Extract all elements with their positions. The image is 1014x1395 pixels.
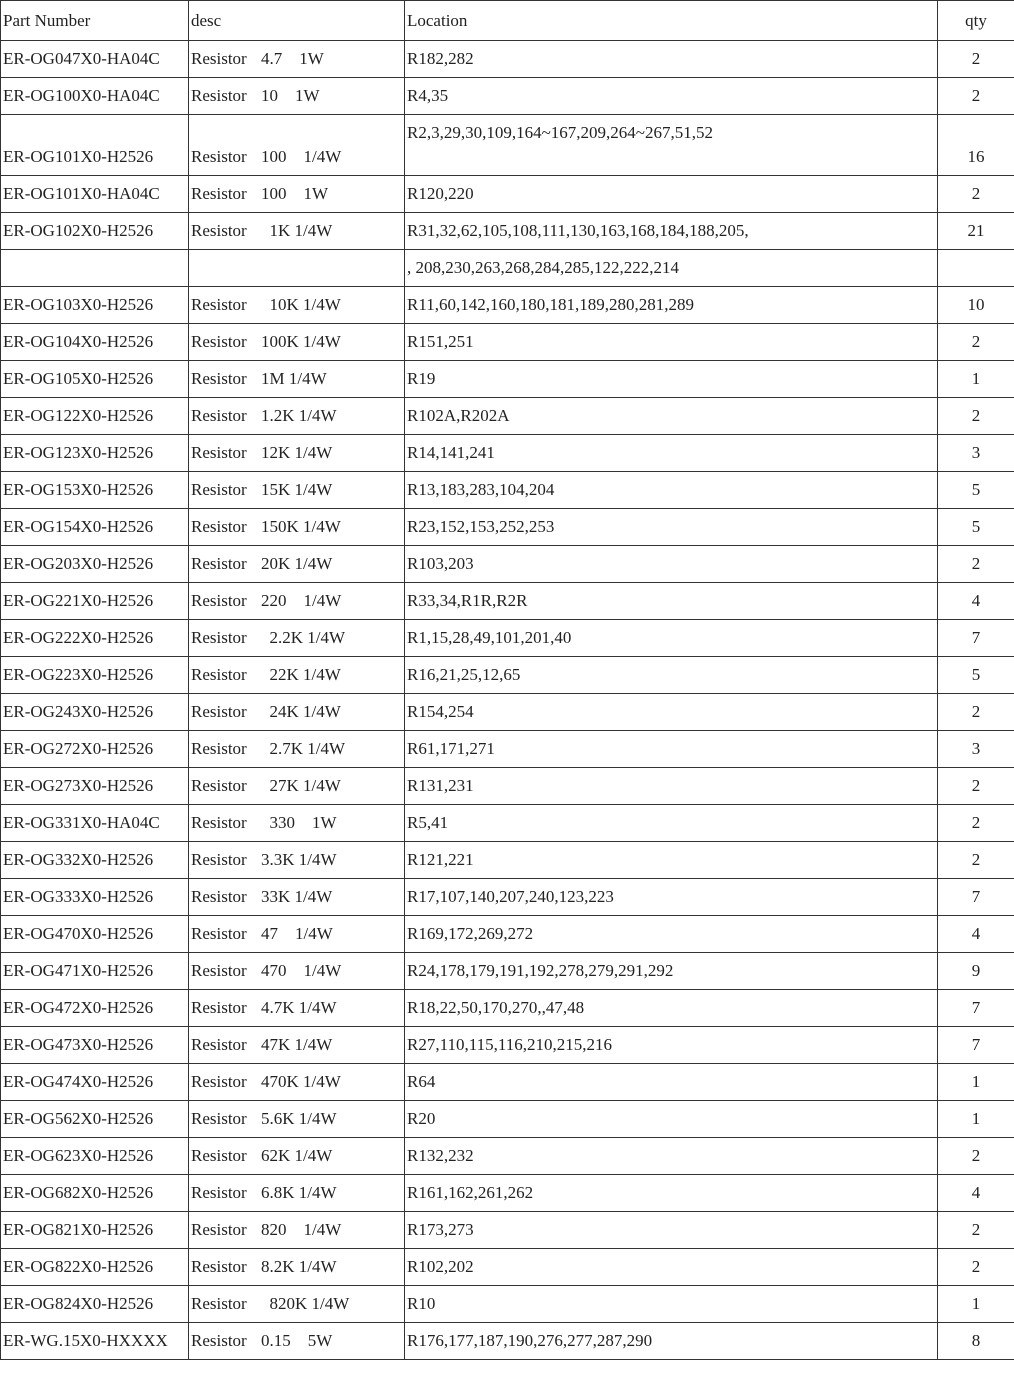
component-value: 150K 1/4W	[261, 517, 341, 536]
component-value: 2.7K 1/4W	[261, 739, 346, 758]
table-row	[1, 1027, 1014, 1064]
qty-cell: 2	[938, 41, 1014, 78]
qty-cell: 3	[938, 435, 1014, 472]
part-number-cell: ER-OG154X0-H2526	[1, 509, 189, 546]
component-type: Resistor	[191, 221, 247, 240]
component-type: Resistor	[191, 1109, 247, 1128]
component-type: Resistor	[191, 147, 247, 166]
component-type: Resistor	[191, 480, 247, 499]
location-cell: R64	[405, 1064, 938, 1101]
desc-cell	[189, 509, 405, 546]
qty-cell: 2	[938, 324, 1014, 361]
location-cell: R17,107,140,207,240,123,223	[405, 879, 938, 916]
component-type: Resistor	[191, 1146, 247, 1165]
table-row	[1, 620, 1014, 657]
part-number-cell: ER-OG470X0-H2526	[1, 916, 189, 953]
location-cell: R103,203	[405, 546, 938, 583]
component-value: 4.7K 1/4W	[261, 998, 337, 1017]
component-type: Resistor	[191, 813, 247, 832]
component-type: Resistor	[191, 1072, 247, 1091]
component-type: Resistor	[191, 998, 247, 1017]
desc-cell	[189, 115, 405, 176]
location-cell: R23,152,153,252,253	[405, 509, 938, 546]
part-number-cell: ER-OG822X0-H2526	[1, 1249, 189, 1286]
qty-cell: 3	[938, 731, 1014, 768]
component-value: 100K 1/4W	[261, 332, 341, 351]
part-number-cell: ER-OG623X0-H2526	[1, 1138, 189, 1175]
component-type: Resistor	[191, 887, 247, 906]
component-type: Resistor	[191, 295, 247, 314]
desc-cell	[189, 287, 405, 324]
qty-cell: 7	[938, 620, 1014, 657]
desc-cell	[189, 546, 405, 583]
desc-cell	[189, 879, 405, 916]
component-value: 2.2K 1/4W	[261, 628, 346, 647]
table-row	[1, 1212, 1014, 1249]
table-row	[1, 694, 1014, 731]
part-number-cell: ER-WG.15X0-HXXXX	[1, 1323, 189, 1360]
desc-cell	[189, 213, 405, 250]
component-value: 820 1/4W	[261, 1220, 342, 1239]
desc-cell	[189, 1286, 405, 1323]
component-type: Resistor	[191, 924, 247, 943]
component-type: Resistor	[191, 1257, 247, 1276]
location-cell: R10	[405, 1286, 938, 1323]
desc-cell	[189, 916, 405, 953]
desc-cell	[189, 324, 405, 361]
component-value: 3.3K 1/4W	[261, 850, 337, 869]
component-value: 20K 1/4W	[261, 554, 333, 573]
component-type: Resistor	[191, 49, 247, 68]
part-number-cell: ER-OG102X0-H2526	[1, 213, 189, 250]
location-cell: R16,21,25,12,65	[405, 657, 938, 694]
component-value: 470K 1/4W	[261, 1072, 341, 1091]
table-row	[1, 41, 1014, 78]
part-number-cell: ER-OG471X0-H2526	[1, 953, 189, 990]
table-row	[1, 1175, 1014, 1212]
desc-cell	[189, 398, 405, 435]
bom-body	[1, 41, 1014, 1360]
table-row	[1, 250, 1014, 287]
component-value: 5.6K 1/4W	[261, 1109, 337, 1128]
location-cell: R161,162,261,262	[405, 1175, 938, 1212]
header-qty: qty	[938, 1, 1014, 41]
table-row	[1, 1286, 1014, 1323]
part-number-cell: ER-OG122X0-H2526	[1, 398, 189, 435]
location-cell: R24,178,179,191,192,278,279,291,292	[405, 953, 938, 990]
qty-cell: 9	[938, 953, 1014, 990]
table-row	[1, 990, 1014, 1027]
component-type: Resistor	[191, 739, 247, 758]
desc-cell	[189, 805, 405, 842]
location-cell: R176,177,187,190,276,277,287,290	[405, 1323, 938, 1360]
component-type: Resistor	[191, 443, 247, 462]
component-value: 15K 1/4W	[261, 480, 333, 499]
part-number-cell: ER-OG562X0-H2526	[1, 1101, 189, 1138]
qty-cell: 16	[938, 115, 1014, 176]
location-cell: R18,22,50,170,270,,47,48	[405, 990, 938, 1027]
desc-cell	[189, 953, 405, 990]
component-type: Resistor	[191, 776, 247, 795]
qty-cell: 21	[938, 213, 1014, 250]
qty-cell: 1	[938, 1064, 1014, 1101]
location-cell: , 208,230,263,268,284,285,122,222,214	[405, 250, 938, 287]
component-type: Resistor	[191, 86, 247, 105]
qty-cell: 4	[938, 1175, 1014, 1212]
component-value: 22K 1/4W	[261, 665, 341, 684]
desc-cell	[189, 1323, 405, 1360]
table-row	[1, 657, 1014, 694]
desc-cell	[189, 41, 405, 78]
table-row	[1, 916, 1014, 953]
table-row	[1, 768, 1014, 805]
header-part-number: Part Number	[1, 1, 189, 41]
component-value: 1K 1/4W	[261, 221, 333, 240]
part-number-cell: ER-OG243X0-H2526	[1, 694, 189, 731]
location-cell: R5,41	[405, 805, 938, 842]
location-cell: R102A,R202A	[405, 398, 938, 435]
component-type: Resistor	[191, 1035, 247, 1054]
part-number-cell: ER-OG101X0-H2526	[1, 115, 189, 176]
desc-cell	[189, 250, 405, 287]
qty-cell: 10	[938, 287, 1014, 324]
desc-cell	[189, 583, 405, 620]
component-type: Resistor	[191, 850, 247, 869]
component-value: 47K 1/4W	[261, 1035, 333, 1054]
component-type: Resistor	[191, 1294, 247, 1313]
component-value: 100 1W	[261, 184, 329, 203]
table-row	[1, 1138, 1014, 1175]
part-number-cell: ER-OG272X0-H2526	[1, 731, 189, 768]
component-type: Resistor	[191, 554, 247, 573]
table-row	[1, 398, 1014, 435]
component-type: Resistor	[191, 1220, 247, 1239]
table-row	[1, 1101, 1014, 1138]
component-value: 10K 1/4W	[261, 295, 341, 314]
part-number-cell: ER-OG821X0-H2526	[1, 1212, 189, 1249]
part-number-cell: ER-OG824X0-H2526	[1, 1286, 189, 1323]
desc-cell	[189, 990, 405, 1027]
part-number-cell: ER-OG332X0-H2526	[1, 842, 189, 879]
qty-cell: 2	[938, 546, 1014, 583]
table-row	[1, 361, 1014, 398]
qty-cell: 1	[938, 361, 1014, 398]
component-type: Resistor	[191, 369, 247, 388]
qty-cell: 1	[938, 1101, 1014, 1138]
desc-cell	[189, 842, 405, 879]
table-row	[1, 115, 1014, 176]
desc-cell	[189, 731, 405, 768]
part-number-cell: ER-OG273X0-H2526	[1, 768, 189, 805]
component-type: Resistor	[191, 702, 247, 721]
part-number-cell: ER-OG104X0-H2526	[1, 324, 189, 361]
component-value: 62K 1/4W	[261, 1146, 333, 1165]
header-desc: desc	[189, 1, 405, 41]
qty-cell: 2	[938, 842, 1014, 879]
desc-cell	[189, 361, 405, 398]
component-value: 47 1/4W	[261, 924, 333, 943]
part-number-cell: ER-OG472X0-H2526	[1, 990, 189, 1027]
header-row	[1, 1, 1014, 41]
part-number-cell: ER-OG103X0-H2526	[1, 287, 189, 324]
location-cell: R182,282	[405, 41, 938, 78]
location-cell: R27,110,115,116,210,215,216	[405, 1027, 938, 1064]
component-value: 6.8K 1/4W	[261, 1183, 337, 1202]
location-cell: R2,3,29,30,109,164~167,209,264~267,51,52	[405, 115, 938, 176]
part-number-cell: ER-OG222X0-H2526	[1, 620, 189, 657]
location-cell: R121,221	[405, 842, 938, 879]
desc-cell	[189, 768, 405, 805]
location-cell: R132,232	[405, 1138, 938, 1175]
desc-cell	[189, 1249, 405, 1286]
location-cell: R173,273	[405, 1212, 938, 1249]
location-cell: R14,141,241	[405, 435, 938, 472]
component-type: Resistor	[191, 961, 247, 980]
desc-cell	[189, 1027, 405, 1064]
desc-cell	[189, 620, 405, 657]
component-type: Resistor	[191, 184, 247, 203]
qty-cell: 2	[938, 398, 1014, 435]
qty-cell: 5	[938, 509, 1014, 546]
part-number-cell: ER-OG203X0-H2526	[1, 546, 189, 583]
location-cell: R20	[405, 1101, 938, 1138]
qty-cell: 5	[938, 472, 1014, 509]
component-value: 820K 1/4W	[261, 1294, 350, 1313]
location-cell: R13,183,283,104,204	[405, 472, 938, 509]
qty-cell: 7	[938, 1027, 1014, 1064]
component-value: 33K 1/4W	[261, 887, 333, 906]
location-cell: R169,172,269,272	[405, 916, 938, 953]
qty-cell: 2	[938, 1138, 1014, 1175]
qty-cell: 2	[938, 694, 1014, 731]
location-cell: R151,251	[405, 324, 938, 361]
part-number-cell: ER-OG221X0-H2526	[1, 583, 189, 620]
component-value: 4.7 1W	[261, 49, 324, 68]
table-row	[1, 731, 1014, 768]
qty-cell: 2	[938, 176, 1014, 213]
location-cell: R31,32,62,105,108,111,130,163,168,184,188,205,	[405, 213, 938, 250]
qty-cell	[938, 250, 1014, 287]
qty-cell: 2	[938, 1249, 1014, 1286]
part-number-cell	[1, 250, 189, 287]
table-row	[1, 1323, 1014, 1360]
part-number-cell: ER-OG474X0-H2526	[1, 1064, 189, 1101]
component-value: 470 1/4W	[261, 961, 342, 980]
part-number-cell: ER-OG333X0-H2526	[1, 879, 189, 916]
desc-cell	[189, 1212, 405, 1249]
location-cell: R154,254	[405, 694, 938, 731]
header-location: Location	[405, 1, 938, 41]
location-cell: R131,231	[405, 768, 938, 805]
part-number-cell: ER-OG473X0-H2526	[1, 1027, 189, 1064]
table-row	[1, 805, 1014, 842]
component-value: 330 1W	[261, 813, 337, 832]
component-type: Resistor	[191, 332, 247, 351]
qty-cell: 4	[938, 583, 1014, 620]
table-row	[1, 472, 1014, 509]
component-value: 100 1/4W	[261, 147, 342, 166]
component-value: 24K 1/4W	[261, 702, 341, 721]
location-cell: R120,220	[405, 176, 938, 213]
component-value: 8.2K 1/4W	[261, 1257, 337, 1276]
qty-cell: 8	[938, 1323, 1014, 1360]
component-value: 0.15 5W	[261, 1331, 333, 1350]
desc-cell	[189, 78, 405, 115]
part-number-cell: ER-OG105X0-H2526	[1, 361, 189, 398]
table-row	[1, 78, 1014, 115]
location-cell: R61,171,271	[405, 731, 938, 768]
qty-cell: 7	[938, 879, 1014, 916]
location-cell: R102,202	[405, 1249, 938, 1286]
desc-cell	[189, 472, 405, 509]
component-type: Resistor	[191, 1331, 247, 1350]
part-number-cell: ER-OG331X0-HA04C	[1, 805, 189, 842]
table-row	[1, 213, 1014, 250]
qty-cell: 7	[938, 990, 1014, 1027]
qty-cell: 4	[938, 916, 1014, 953]
qty-cell: 2	[938, 805, 1014, 842]
component-value: 12K 1/4W	[261, 443, 333, 462]
qty-cell: 5	[938, 657, 1014, 694]
component-type: Resistor	[191, 517, 247, 536]
component-type: Resistor	[191, 1183, 247, 1202]
desc-cell	[189, 694, 405, 731]
table-row	[1, 509, 1014, 546]
component-value: 1.2K 1/4W	[261, 406, 337, 425]
component-type: Resistor	[191, 406, 247, 425]
desc-cell	[189, 1064, 405, 1101]
part-number-cell: ER-OG682X0-H2526	[1, 1175, 189, 1212]
table-row	[1, 176, 1014, 213]
desc-cell	[189, 176, 405, 213]
qty-cell: 1	[938, 1286, 1014, 1323]
table-row	[1, 1249, 1014, 1286]
table-row	[1, 583, 1014, 620]
component-value: 1M 1/4W	[261, 369, 327, 388]
part-number-cell: ER-OG153X0-H2526	[1, 472, 189, 509]
part-number-cell: ER-OG223X0-H2526	[1, 657, 189, 694]
location-cell: R1,15,28,49,101,201,40	[405, 620, 938, 657]
component-type: Resistor	[191, 665, 247, 684]
desc-cell	[189, 1138, 405, 1175]
part-number-cell: ER-OG047X0-HA04C	[1, 41, 189, 78]
table-row	[1, 435, 1014, 472]
desc-cell	[189, 1101, 405, 1138]
component-value: 27K 1/4W	[261, 776, 341, 795]
location-cell: R11,60,142,160,180,181,189,280,281,289	[405, 287, 938, 324]
table-row	[1, 879, 1014, 916]
location-cell: R4,35	[405, 78, 938, 115]
desc-cell	[189, 1175, 405, 1212]
component-value: 220 1/4W	[261, 591, 342, 610]
component-type: Resistor	[191, 628, 247, 647]
table-row	[1, 842, 1014, 879]
component-value: 10 1W	[261, 86, 320, 105]
desc-cell	[189, 657, 405, 694]
qty-cell: 2	[938, 78, 1014, 115]
part-number-cell: ER-OG100X0-HA04C	[1, 78, 189, 115]
location-cell: R33,34,R1R,R2R	[405, 583, 938, 620]
qty-cell: 2	[938, 1212, 1014, 1249]
table-row	[1, 546, 1014, 583]
table-row	[1, 324, 1014, 361]
table-row	[1, 287, 1014, 324]
table-row	[1, 953, 1014, 990]
part-number-cell: ER-OG101X0-HA04C	[1, 176, 189, 213]
table-row	[1, 1064, 1014, 1101]
component-type: Resistor	[191, 591, 247, 610]
part-number-cell: ER-OG123X0-H2526	[1, 435, 189, 472]
qty-cell: 2	[938, 768, 1014, 805]
location-cell: R19	[405, 361, 938, 398]
desc-cell	[189, 435, 405, 472]
